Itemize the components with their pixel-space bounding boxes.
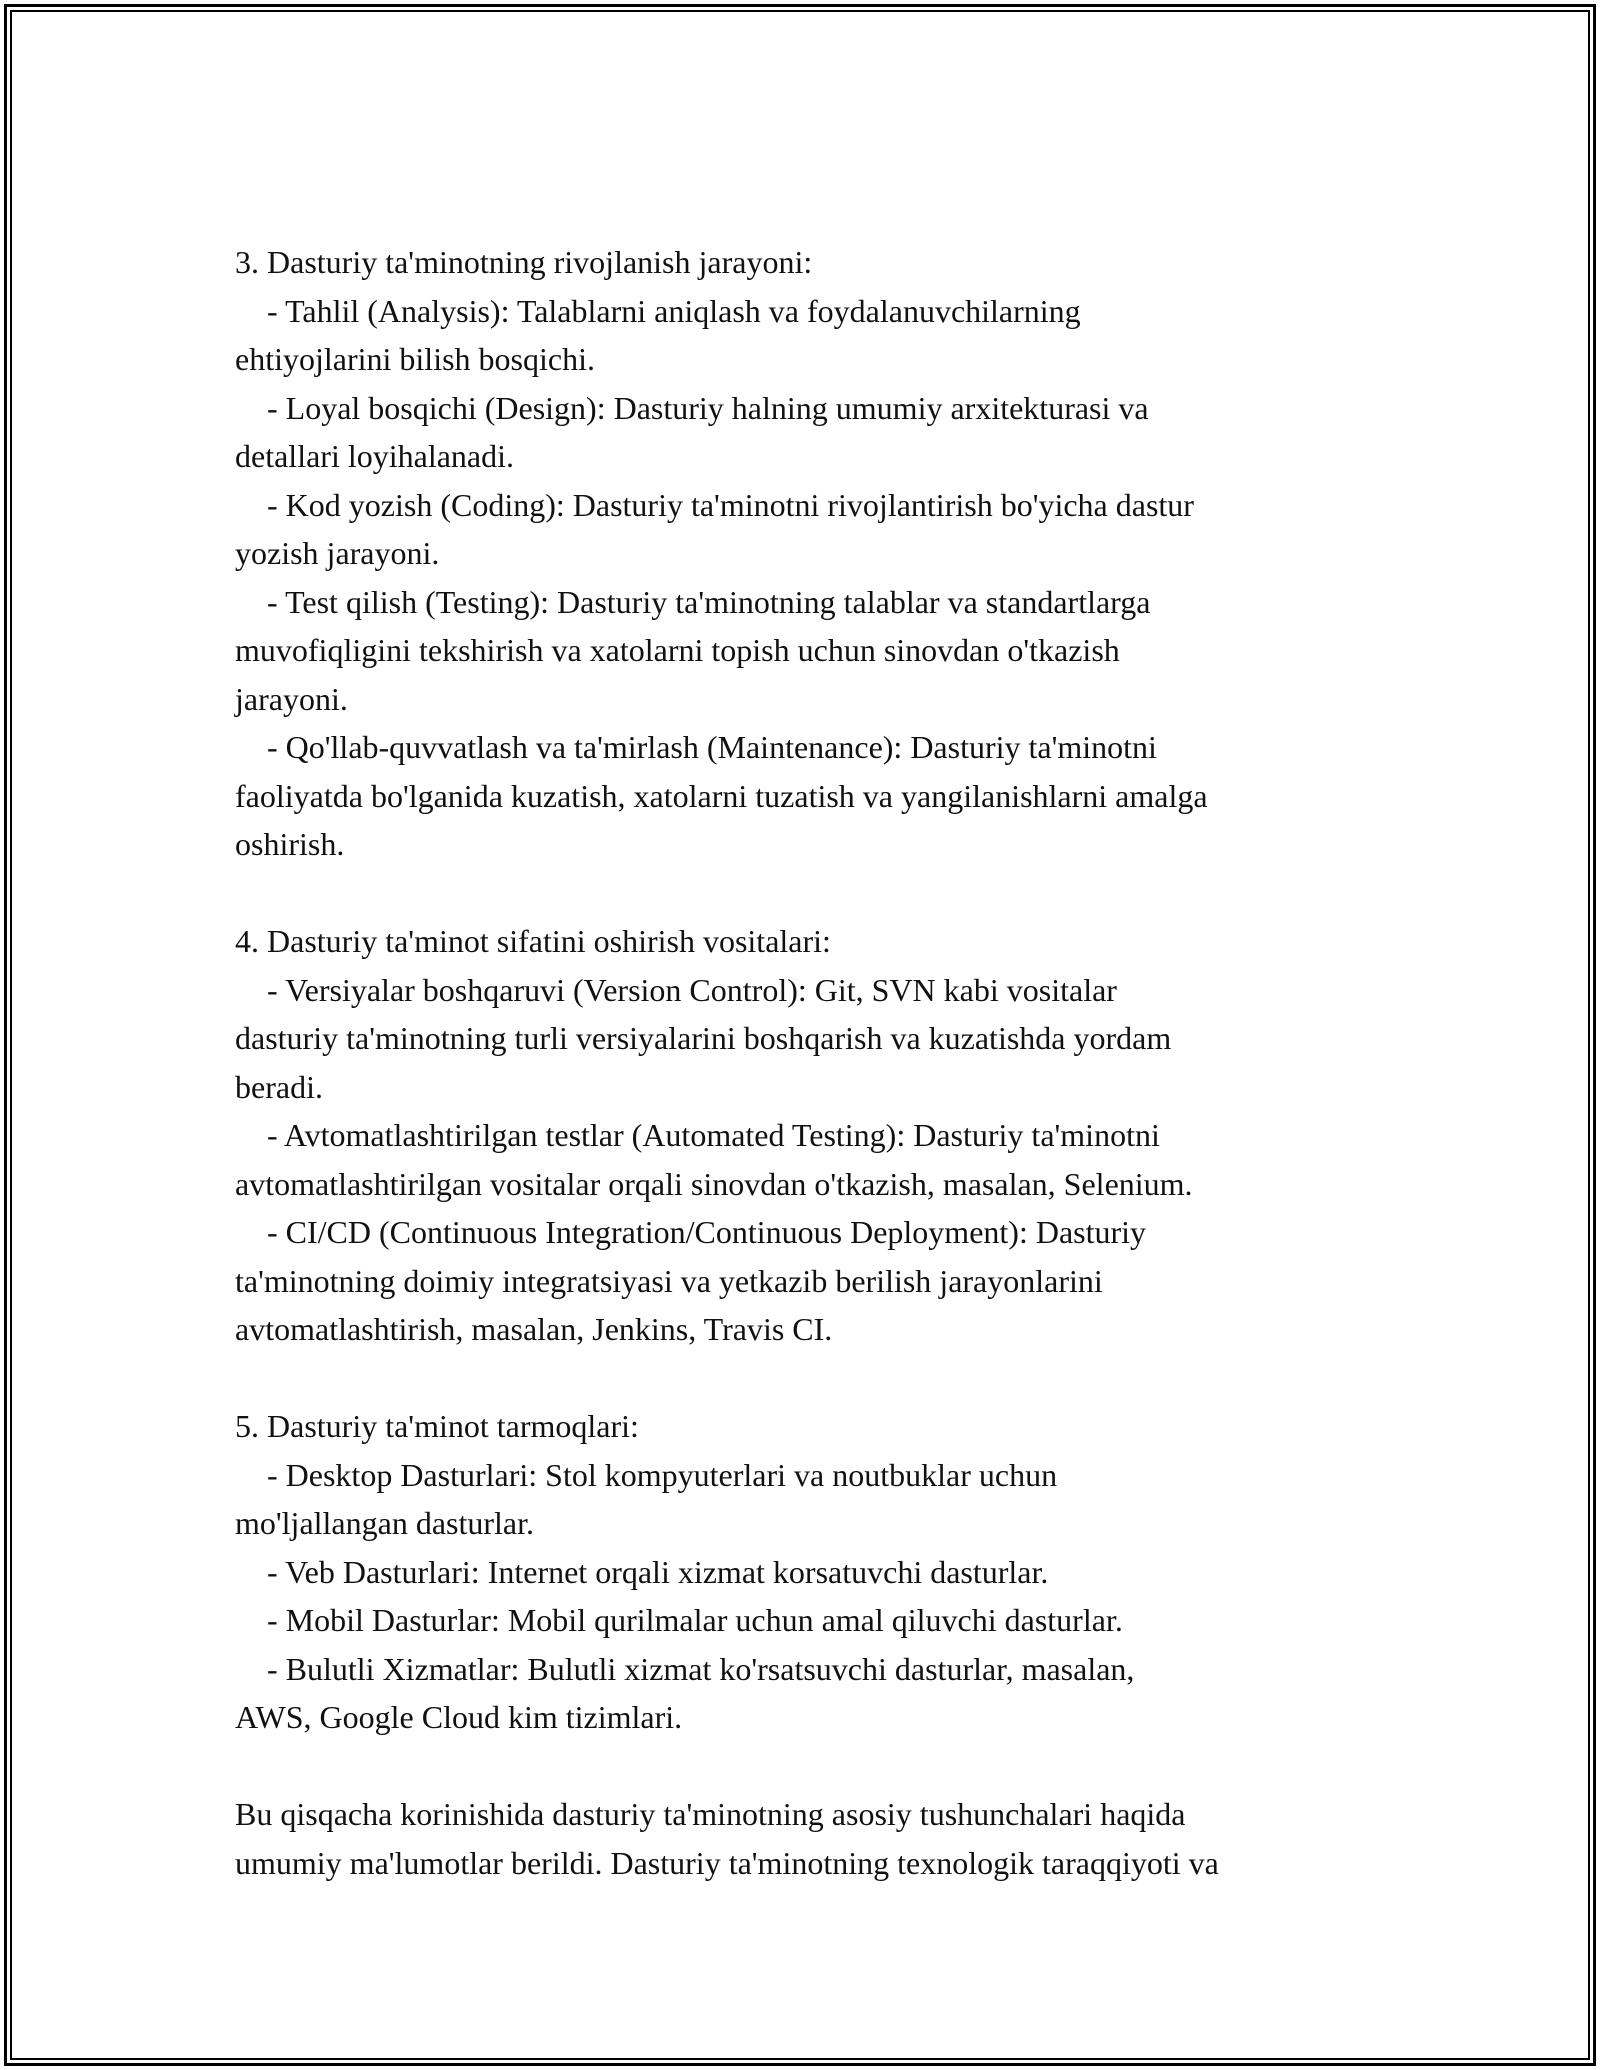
list-item-line: - Loyal bosqichi (Design): Dasturiy halning umumiy arxitekturasi va	[235, 389, 1149, 426]
list-item	[235, 481, 1395, 578]
list-item-line: - Versiyalar boshqaruvi (Version Control): Git, SVN kabi vositalar	[235, 971, 1117, 1008]
list-item	[235, 1111, 1395, 1208]
list-item-line: jarayoni.	[235, 680, 348, 717]
list-item	[235, 384, 1395, 481]
list-item	[235, 578, 1395, 724]
paragraph-line: Bu qisqacha korinishida dasturiy ta'minotning asosiy tushunchalari haqida	[235, 1796, 1186, 1832]
section-heading: 4. Dasturiy ta'minot sifatini oshirish vositalari:	[235, 923, 831, 959]
list-item-line: - Kod yozish (Coding): Dasturiy ta'minotni rivojlantirish bo'yicha dastur	[235, 486, 1194, 523]
list-item-line: - Veb Dasturlari: Internet orqali xizmat korsatuvchi dasturlar.	[235, 1553, 1049, 1590]
list-item-line: beradi.	[235, 1068, 323, 1105]
section-3	[235, 238, 1395, 869]
list-item-line: ta'minotning doimiy integratsiyasi va yetkazib berilish jarayonlarini	[235, 1262, 1103, 1299]
section-heading: 3. Dasturiy ta'minotning rivojlanish jarayoni:	[235, 244, 813, 280]
list-item-line: muvofiqligini tekshirish va xatolarni topish uchun sinovdan o'tkazish	[235, 632, 1120, 668]
list-item	[235, 723, 1395, 869]
list-item-line: - Desktop Dasturlari: Stol kompyuterlari va noutbuklar uchun	[235, 1456, 1058, 1493]
list-item	[235, 966, 1395, 1112]
list-item	[235, 1208, 1395, 1354]
list-item-line: AWS, Google Cloud kim tizimlari.	[235, 1699, 683, 1735]
list-item-line: - Avtomatlashtirilgan testlar (Automated Testing): Dasturiy ta'minotni	[235, 1117, 1160, 1153]
list-item-line: - Bulutli Xizmatlar: Bulutli xizmat ko'rsatsuvchi dasturlar, masalan,	[235, 1650, 1135, 1687]
list-item-line: - Qo'llab-quvvatlash va ta'mirlash (Maintenance): Dasturiy ta'minotni	[235, 729, 1157, 765]
list-item-line: - Tahlil (Analysis): Talablarni aniqlash va foydalanuvchilarning	[235, 292, 1081, 329]
document-body	[235, 238, 1395, 1887]
list-item	[235, 1451, 1395, 1548]
paragraph-spacer	[235, 1354, 1395, 1403]
list-item-line: mo'ljallangan dasturlar.	[235, 1505, 535, 1541]
list-item-line: - CI/CD (Continuous Integration/Continuous Deployment): Dasturiy	[235, 1214, 1147, 1250]
section-heading: 5. Dasturiy ta'minot tarmoqlari:	[235, 1408, 639, 1444]
paragraph-line: umumiy ma'lumotlar berildi. Dasturiy ta'minotning texnologik taraqqiyoti va	[235, 1844, 1219, 1881]
paragraph-spacer	[235, 1742, 1395, 1791]
list-item	[235, 287, 1395, 384]
list-item-line: detallari loyihalanadi.	[235, 438, 514, 474]
list-item	[235, 1596, 1395, 1645]
section-5	[235, 1402, 1395, 1742]
list-item-line: oshirish.	[235, 826, 345, 862]
list-item-line: ehtiyojlarini bilish bosqichi.	[235, 341, 595, 377]
list-item-line: - Test qilish (Testing): Dasturiy ta'minotning talablar va standartlarga	[235, 583, 1151, 620]
list-item	[235, 1645, 1395, 1742]
list-item-line: avtomatlashtirish, masalan, Jenkins, Travis CI.	[235, 1311, 833, 1347]
paragraph-spacer	[235, 869, 1395, 918]
list-item-line: faoliyatda bo'lganida kuzatish, xatolarni tuzatish va yangilanishlarni amalga	[235, 777, 1208, 814]
list-item-line: avtomatlashtirilgan vositalar orqali sinovdan o'tkazish, masalan, Selenium.	[235, 1165, 1193, 1202]
list-item-line: yozish jarayoni.	[235, 535, 440, 571]
list-item-line: dasturiy ta'minotning turli versiyalarini boshqarish va kuzatishda yordam	[235, 1020, 1172, 1056]
section-4	[235, 917, 1395, 1354]
list-item	[235, 1548, 1395, 1597]
conclusion-paragraph	[235, 1790, 1395, 1887]
list-item-line: - Mobil Dasturlar: Mobil qurilmalar uchun amal qiluvchi dasturlar.	[235, 1602, 1123, 1638]
